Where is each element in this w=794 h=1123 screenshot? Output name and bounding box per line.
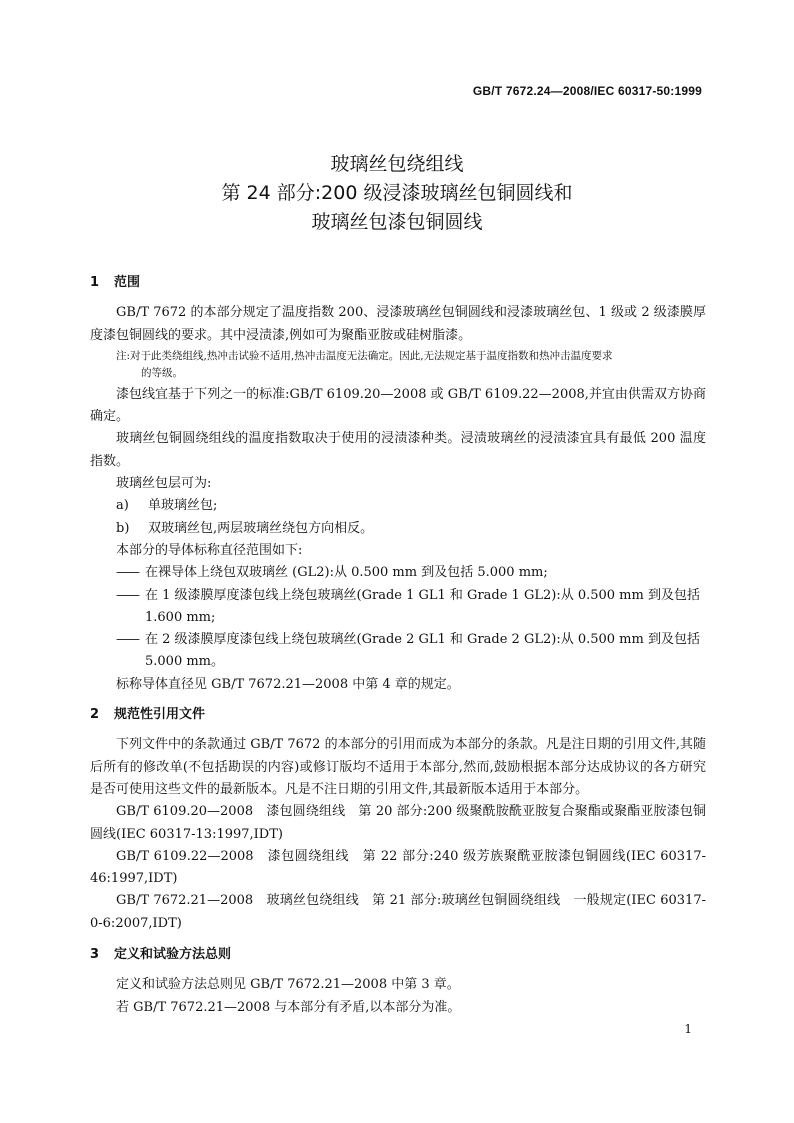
dash-list-item (90, 562, 706, 584)
paragraph: 若 GB/T 7672.21—2008 与本部分有矛盾,以本部分为准。 (116, 999, 461, 1015)
dash-list-text: 在 2 级漆膜厚度漆包线上绕包玻璃丝(Grade 2 GL1 和 Grade 2 GL2):从 0.500 mm 到及包括 5.000 mm。 (145, 632, 700, 670)
section-number: 2 (90, 707, 100, 723)
list-text: 双玻璃丝包,两层玻璃丝绕包方向相反。 (148, 520, 374, 536)
section-number: 3 (90, 947, 100, 963)
normative-reference: GB/T 7672.21—2008 玻璃丝包绕组线 第 21 部分:玻璃丝包铜圆绕组线 一般规定(IEC 60317-0-6:2007,IDT) (90, 893, 706, 931)
note-label: 注: (116, 349, 131, 362)
list-text: 单玻璃丝包; (148, 498, 218, 514)
section-1-heading (90, 272, 706, 294)
document-body (90, 272, 706, 1019)
list-marker: b) (116, 520, 130, 536)
title-line-3: 玻璃丝包漆包铜圆线 (311, 211, 483, 233)
section-2-heading (90, 704, 706, 726)
dash-marker: —— (116, 587, 138, 603)
standard-code: GB/T 7672.24—2008/IEC 60317-50:1999 (472, 84, 702, 98)
dash-marker: —— (116, 565, 138, 581)
normative-reference: GB/T 6109.22—2008 漆包圆绕组线 第 22 部分:240 级芳族聚酰亚胺漆包铜圆线(IEC 60317-46:1997,IDT) (90, 848, 706, 887)
list-marker: a) (116, 498, 129, 514)
list-item (90, 518, 706, 540)
section-title: 定义和试验方法总则 (114, 947, 232, 963)
page-number: 1 (684, 1022, 692, 1036)
document-title (0, 150, 794, 237)
list-item (90, 495, 706, 517)
dash-list-item (90, 585, 706, 630)
paragraph: 漆包线宜基于下列之一的标准:GB/T 6109.20—2008 或 GB/T 6109.22—2008,并宜由供需双方协商确定。 (90, 386, 706, 425)
section-3-heading (90, 944, 706, 966)
paragraph: 下列文件中的条款通过 GB/T 7672 的本部分的引用而成为本部分的条款。凡是注日期的引用文件,其随后所有的修改单(不包括勘误的内容)或修订版均不适用于本部分,然而,鼓励根据本部分达成协议的各方研究是否可使用这些文件的最新版本。凡是不注日期的引用文件,其最新版本适用于本部分。 (90, 737, 706, 797)
note-text-continued: 的等级。 (141, 366, 183, 379)
title-line-1: 玻璃丝包绕组线 (330, 153, 464, 175)
dash-list-text: 在 1 级漆膜厚度漆包线上绕包玻璃丝(Grade 1 GL1 和 Grade 1 GL2):从 0.500 mm 到及包括 1.600 mm; (145, 587, 700, 625)
normative-reference: GB/T 6109.20—2008 漆包圆绕组线 第 20 部分:200 级聚酰胺酰亚胺复合聚酯或聚酯亚胺漆包铜圆线(IEC 60317-13:1997,IDT) (90, 804, 706, 842)
dash-list-text: 在裸导体上绕包双玻璃丝 (GL2):从 0.500 mm 到及包括 5.000 mm; (145, 565, 548, 581)
title-line-2: 第 24 部分:200 级浸漆玻璃丝包铜圆线和 (221, 182, 573, 204)
paragraph: 玻璃丝包层可为: (116, 476, 212, 492)
paragraph: 定义和试验方法总则见 GB/T 7672.21—2008 中第 3 章。 (116, 977, 460, 993)
note-text: 对于此类绕组线,热冲击试验不适用,热冲击温度无法确定。因此,无法规定基于温度指数和热冲击温度要求 (130, 349, 613, 362)
dash-list-item (90, 629, 706, 674)
note (90, 348, 706, 382)
section-title: 范围 (114, 275, 141, 290)
dash-marker: —— (116, 632, 138, 648)
section-title: 规范性引用文件 (114, 707, 206, 723)
paragraph: GB/T 7672 的本部分规定了温度指数 200、浸漆玻璃丝包铜圆线和浸漆玻璃丝包、1 级或 2 级漆膜厚度漆包铜圆线的要求。其中浸渍漆,例如可为聚酯亚胺或硅树脂漆。 (90, 305, 706, 343)
paragraph: 标称导体直径见 GB/T 7672.21—2008 中第 4 章的规定。 (116, 676, 460, 692)
paragraph: 本部分的导体标称直径范围如下: (116, 542, 303, 558)
section-number: 1 (90, 275, 100, 290)
paragraph: 玻璃丝包铜圆绕组线的温度指数取决于使用的浸渍漆种类。浸渍玻璃丝的浸渍漆宜具有最低 200 温度指数。 (90, 431, 706, 469)
